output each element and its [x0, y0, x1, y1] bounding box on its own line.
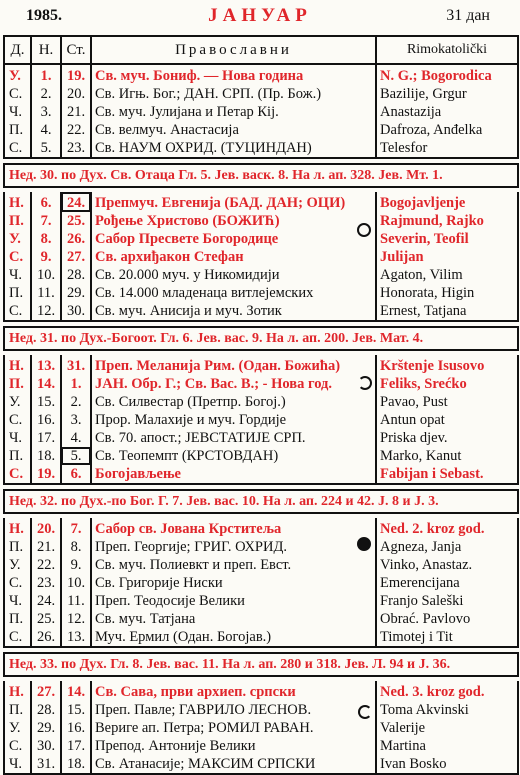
day-abbrev: Н.	[4, 192, 31, 212]
day-abbrev: С.	[4, 139, 31, 158]
day-abbrev: П.	[4, 284, 31, 302]
catholic-feast: Ernest, Tatjana	[376, 302, 518, 321]
orthodox-feast: Св. 14.000 младенаца витлејемских	[91, 284, 376, 302]
old-date: 1.	[61, 375, 91, 393]
old-date: 25.	[61, 212, 91, 230]
catholic-feast: Antun opat	[376, 411, 518, 429]
day-row	[4, 85, 518, 103]
new-date: 24.	[31, 592, 61, 610]
new-date: 19.	[31, 465, 61, 484]
orthodox-feast: Преп. Павле; ГАВРИЛО ЛЕСНОВ.	[91, 701, 376, 719]
day-abbrev: С.	[4, 465, 31, 484]
month-title: ЈАНУАР	[208, 5, 312, 26]
orthodox-feast: Св. Григорије Ниски	[91, 574, 376, 592]
orthodox-feast: Св. Теопемпт (КРСТОВДАН)	[91, 447, 376, 465]
day-row	[4, 212, 518, 230]
old-date: 14.	[61, 681, 91, 701]
catholic-feast: Rajmund, Rajko	[376, 212, 518, 230]
day-row	[4, 429, 518, 447]
catholic-feast: Julijan	[376, 248, 518, 266]
catholic-feast: Bogojavljenje	[376, 192, 518, 212]
new-date: 23.	[31, 574, 61, 592]
new-date: 17.	[31, 429, 61, 447]
orthodox-feast: Преп. Теодосије Велики	[91, 592, 376, 610]
catholic-feast: Agneza, Janja	[376, 538, 518, 556]
day-abbrev: У.	[4, 719, 31, 737]
orthodox-feast: Св. муч. Бониф. — Нова година	[91, 64, 376, 85]
day-abbrev: Ч.	[4, 429, 31, 447]
day-row	[4, 302, 518, 321]
catholic-feast: Valerije	[376, 719, 518, 737]
calendar-table	[3, 35, 519, 775]
new-date: 2.	[31, 85, 61, 103]
moon-waning-icon	[358, 705, 372, 719]
day-abbrev: П.	[4, 538, 31, 556]
day-row	[4, 701, 518, 719]
orthodox-feast: Прор. Малахије и муч. Гордије	[91, 411, 376, 429]
old-date: 11.	[61, 592, 91, 610]
orthodox-feast: Препмуч. Евгенија (БАД. ДАН; ОЦИ)	[91, 192, 376, 212]
week-banner: Нед. 33. по Дух. Гл. 8. Јев. вас. 11. На л. ап. 280 и 318. Јев. Л. 94 и Ј. 36.	[4, 653, 518, 676]
new-date: 28.	[31, 701, 61, 719]
old-date: 27.	[61, 248, 91, 266]
orthodox-feast: Св. муч. Јулијана и Петар Кij.	[91, 103, 376, 121]
catholic-feast: Telesfor	[376, 139, 518, 158]
catholic-feast: Dafroza, Anđelka	[376, 121, 518, 139]
catholic-feast: Franjo Saleški	[376, 592, 518, 610]
col-catholic-header: Rimokatolički	[376, 36, 518, 64]
day-row	[4, 447, 518, 465]
orthodox-feast: Св. архиђакон Стефан	[91, 248, 376, 266]
old-date: 28.	[61, 266, 91, 284]
new-date: 15.	[31, 393, 61, 411]
day-abbrev: Ч.	[4, 755, 31, 774]
orthodox-feast: Св. Силвестар (Претпр. Богој.)	[91, 393, 376, 411]
old-date: 26.	[61, 230, 91, 248]
new-date: 20.	[31, 518, 61, 538]
orthodox-feast: Св. муч. Анисија и муч. Зотик	[91, 302, 376, 321]
day-row	[4, 192, 518, 212]
new-date: 9.	[31, 248, 61, 266]
new-date: 11.	[31, 284, 61, 302]
old-date: 3.	[61, 411, 91, 429]
day-row	[4, 266, 518, 284]
old-date: 7.	[61, 518, 91, 538]
catholic-feast: Honorata, Higin	[376, 284, 518, 302]
orthodox-feast: Св. муч. Полиевкт и преп. Евст.	[91, 556, 376, 574]
week-banner-row	[4, 164, 518, 187]
day-abbrev: С.	[4, 248, 31, 266]
old-date: 6.	[61, 465, 91, 484]
day-row	[4, 103, 518, 121]
old-date: 18.	[61, 755, 91, 774]
day-abbrev: С.	[4, 737, 31, 755]
old-date: 5.	[61, 447, 91, 465]
new-date: 16.	[31, 411, 61, 429]
day-row	[4, 628, 518, 647]
new-date: 26.	[31, 628, 61, 647]
old-date: 2.	[61, 393, 91, 411]
orthodox-feast: Св. Сава, први архиеп. српски	[91, 681, 376, 701]
week-banner: Нед. 30. по Дух. Св. Отаца Гл. 5. Јев. васк. 8. На л. ап. 328. Јев. Мт. 1.	[4, 164, 518, 187]
day-abbrev: П.	[4, 701, 31, 719]
old-date: 15.	[61, 701, 91, 719]
day-abbrev: С.	[4, 574, 31, 592]
new-date: 21.	[31, 538, 61, 556]
catholic-feast: Obrać. Pavlovo	[376, 610, 518, 628]
new-date: 22.	[31, 556, 61, 574]
catholic-feast: N. G.; Bogorodica	[376, 64, 518, 85]
orthodox-feast: Св. Атанасије; МАКСИМ СРПСКИ	[91, 755, 376, 774]
new-date: 14.	[31, 375, 61, 393]
week-banner-row	[4, 327, 518, 350]
orthodox-feast: Св. велмуч. Анастасија	[91, 121, 376, 139]
day-abbrev: П.	[4, 610, 31, 628]
moon-waxing-icon	[358, 376, 372, 390]
new-date: 6.	[31, 192, 61, 212]
day-row	[4, 737, 518, 755]
old-date: 23.	[61, 139, 91, 158]
day-abbrev: П.	[4, 447, 31, 465]
orthodox-feast: Св. 20.000 муч. у Никомидији	[91, 266, 376, 284]
day-abbrev: П.	[4, 121, 31, 139]
col-day-header: Д.	[4, 36, 31, 64]
day-abbrev: Н.	[4, 681, 31, 701]
days-count: 31 дан	[446, 7, 490, 24]
day-row	[4, 556, 518, 574]
col-new-header: Н.	[31, 36, 61, 64]
day-row	[4, 719, 518, 737]
new-date: 8.	[31, 230, 61, 248]
day-row	[4, 139, 518, 158]
week-banner: Нед. 31. по Дух.-Богоот. Гл. 6. Јев. вас. 9. На л. ап. 200. Јев. Мат. 4.	[4, 327, 518, 350]
day-row	[4, 64, 518, 85]
new-date: 5.	[31, 139, 61, 158]
new-date: 31.	[31, 755, 61, 774]
day-abbrev: С.	[4, 628, 31, 647]
old-date: 31.	[61, 355, 91, 375]
day-row	[4, 121, 518, 139]
orthodox-feast: Препод. Антоније Велики	[91, 737, 376, 755]
day-row	[4, 755, 518, 774]
old-date: 10.	[61, 574, 91, 592]
day-abbrev: У.	[4, 64, 31, 85]
day-abbrev: Ч.	[4, 592, 31, 610]
day-abbrev: П.	[4, 375, 31, 393]
day-row	[4, 681, 518, 701]
day-row	[4, 248, 518, 266]
day-row	[4, 375, 518, 393]
orthodox-feast: Рођење Христово (БОЖИЋ)	[91, 212, 376, 230]
catholic-feast: Martina	[376, 737, 518, 755]
old-date: 29.	[61, 284, 91, 302]
catholic-feast: Feliks, Srećko	[376, 375, 518, 393]
catholic-feast: Anastazija	[376, 103, 518, 121]
week-banner-row	[4, 490, 518, 513]
day-abbrev: У.	[4, 556, 31, 574]
new-date: 7.	[31, 212, 61, 230]
catholic-feast: Toma Akvinski	[376, 701, 518, 719]
old-date: 21.	[61, 103, 91, 121]
orthodox-feast: Преп. Георгије; ГРИГ. ОХРИД.	[91, 538, 376, 556]
day-row	[4, 230, 518, 248]
new-date: 18.	[31, 447, 61, 465]
col-orthodox-header: Православни	[91, 36, 376, 64]
old-date: 20.	[61, 85, 91, 103]
old-date: 22.	[61, 121, 91, 139]
column-header-row	[4, 36, 518, 64]
col-old-header: Ст.	[61, 36, 91, 64]
new-date: 25.	[31, 610, 61, 628]
orthodox-feast: Св. Игњ. Бог.; ДАН. СРП. (Пр. Бож.)	[91, 85, 376, 103]
day-row	[4, 411, 518, 429]
year-label: 1985.	[26, 7, 62, 24]
week-banner-row	[4, 653, 518, 676]
catholic-feast: Fabijan i Sebast.	[376, 465, 518, 484]
day-row	[4, 610, 518, 628]
catholic-feast: Agaton, Vilim	[376, 266, 518, 284]
day-abbrev: Ч.	[4, 266, 31, 284]
day-abbrev: Н.	[4, 518, 31, 538]
day-abbrev: П.	[4, 212, 31, 230]
day-row	[4, 518, 518, 538]
orthodox-feast: Муч. Ермил (Одан. Богојав.)	[91, 628, 376, 647]
catholic-feast: Ned. 3. kroz god.	[376, 681, 518, 701]
catholic-feast: Ned. 2. kroz god.	[376, 518, 518, 538]
day-abbrev: У.	[4, 393, 31, 411]
catholic-feast: Emerencijana	[376, 574, 518, 592]
orthodox-feast: Св. НАУМ ОХРИД. (ТУЦИНДАН)	[91, 139, 376, 158]
catholic-feast: Ivan Bosko	[376, 755, 518, 774]
orthodox-feast: Св. муч. Татјана	[91, 610, 376, 628]
old-date: 12.	[61, 610, 91, 628]
moon-full-icon	[357, 537, 371, 551]
catholic-feast: Severin, Teofil	[376, 230, 518, 248]
orthodox-feast: Вериге ап. Петра; РОМИЛ РАВАН.	[91, 719, 376, 737]
new-date: 1.	[31, 64, 61, 85]
new-date: 29.	[31, 719, 61, 737]
catholic-feast: Priska djev.	[376, 429, 518, 447]
day-row	[4, 284, 518, 302]
old-date: 30.	[61, 302, 91, 321]
orthodox-feast: Богојављење	[91, 465, 376, 484]
day-row	[4, 538, 518, 556]
day-abbrev: С.	[4, 302, 31, 321]
day-row	[4, 393, 518, 411]
orthodox-feast: ЈАН. Обр. Г.; Св. Вас. В.; - Нова год.	[91, 375, 376, 393]
catholic-feast: Marko, Kanut	[376, 447, 518, 465]
new-date: 12.	[31, 302, 61, 321]
new-date: 4.	[31, 121, 61, 139]
catholic-feast: Pavao, Pust	[376, 393, 518, 411]
week-banner: Нед. 32. по Дух.-по Бог. Г. 7. Јев. вас. 10. На л. ап. 224 и 42. Ј. 8 и Ј. 3.	[4, 490, 518, 513]
day-abbrev: С.	[4, 411, 31, 429]
orthodox-feast: Преп. Меланија Рим. (Одан. Божића)	[91, 355, 376, 375]
catholic-feast: Krštenje Isusovo	[376, 355, 518, 375]
old-date: 4.	[61, 429, 91, 447]
day-abbrev: Н.	[4, 355, 31, 375]
old-date: 9.	[61, 556, 91, 574]
old-date: 24.	[61, 192, 91, 212]
day-row	[4, 574, 518, 592]
new-date: 10.	[31, 266, 61, 284]
moon-first-quarter-icon	[357, 223, 371, 237]
new-date: 30.	[31, 737, 61, 755]
day-row	[4, 465, 518, 484]
new-date: 3.	[31, 103, 61, 121]
old-date: 8.	[61, 538, 91, 556]
day-abbrev: У.	[4, 230, 31, 248]
old-date: 16.	[61, 719, 91, 737]
old-date: 13.	[61, 628, 91, 647]
old-date: 19.	[61, 64, 91, 85]
catholic-feast: Vinko, Anastaz.	[376, 556, 518, 574]
new-date: 13.	[31, 355, 61, 375]
new-date: 27.	[31, 681, 61, 701]
day-abbrev: С.	[4, 85, 31, 103]
catholic-feast: Timotej i Tit	[376, 628, 518, 647]
orthodox-feast: Сабор св. Јована Крститеља	[91, 518, 376, 538]
old-date: 17.	[61, 737, 91, 755]
day-row	[4, 592, 518, 610]
orthodox-feast: Сабор Пресвете Богородице	[91, 230, 376, 248]
day-abbrev: Ч.	[4, 103, 31, 121]
catholic-feast: Bazilije, Grgur	[376, 85, 518, 103]
orthodox-feast: Св. 70. апост.; ЈЕВСТАТИЈЕ СРП.	[91, 429, 376, 447]
day-row	[4, 355, 518, 375]
